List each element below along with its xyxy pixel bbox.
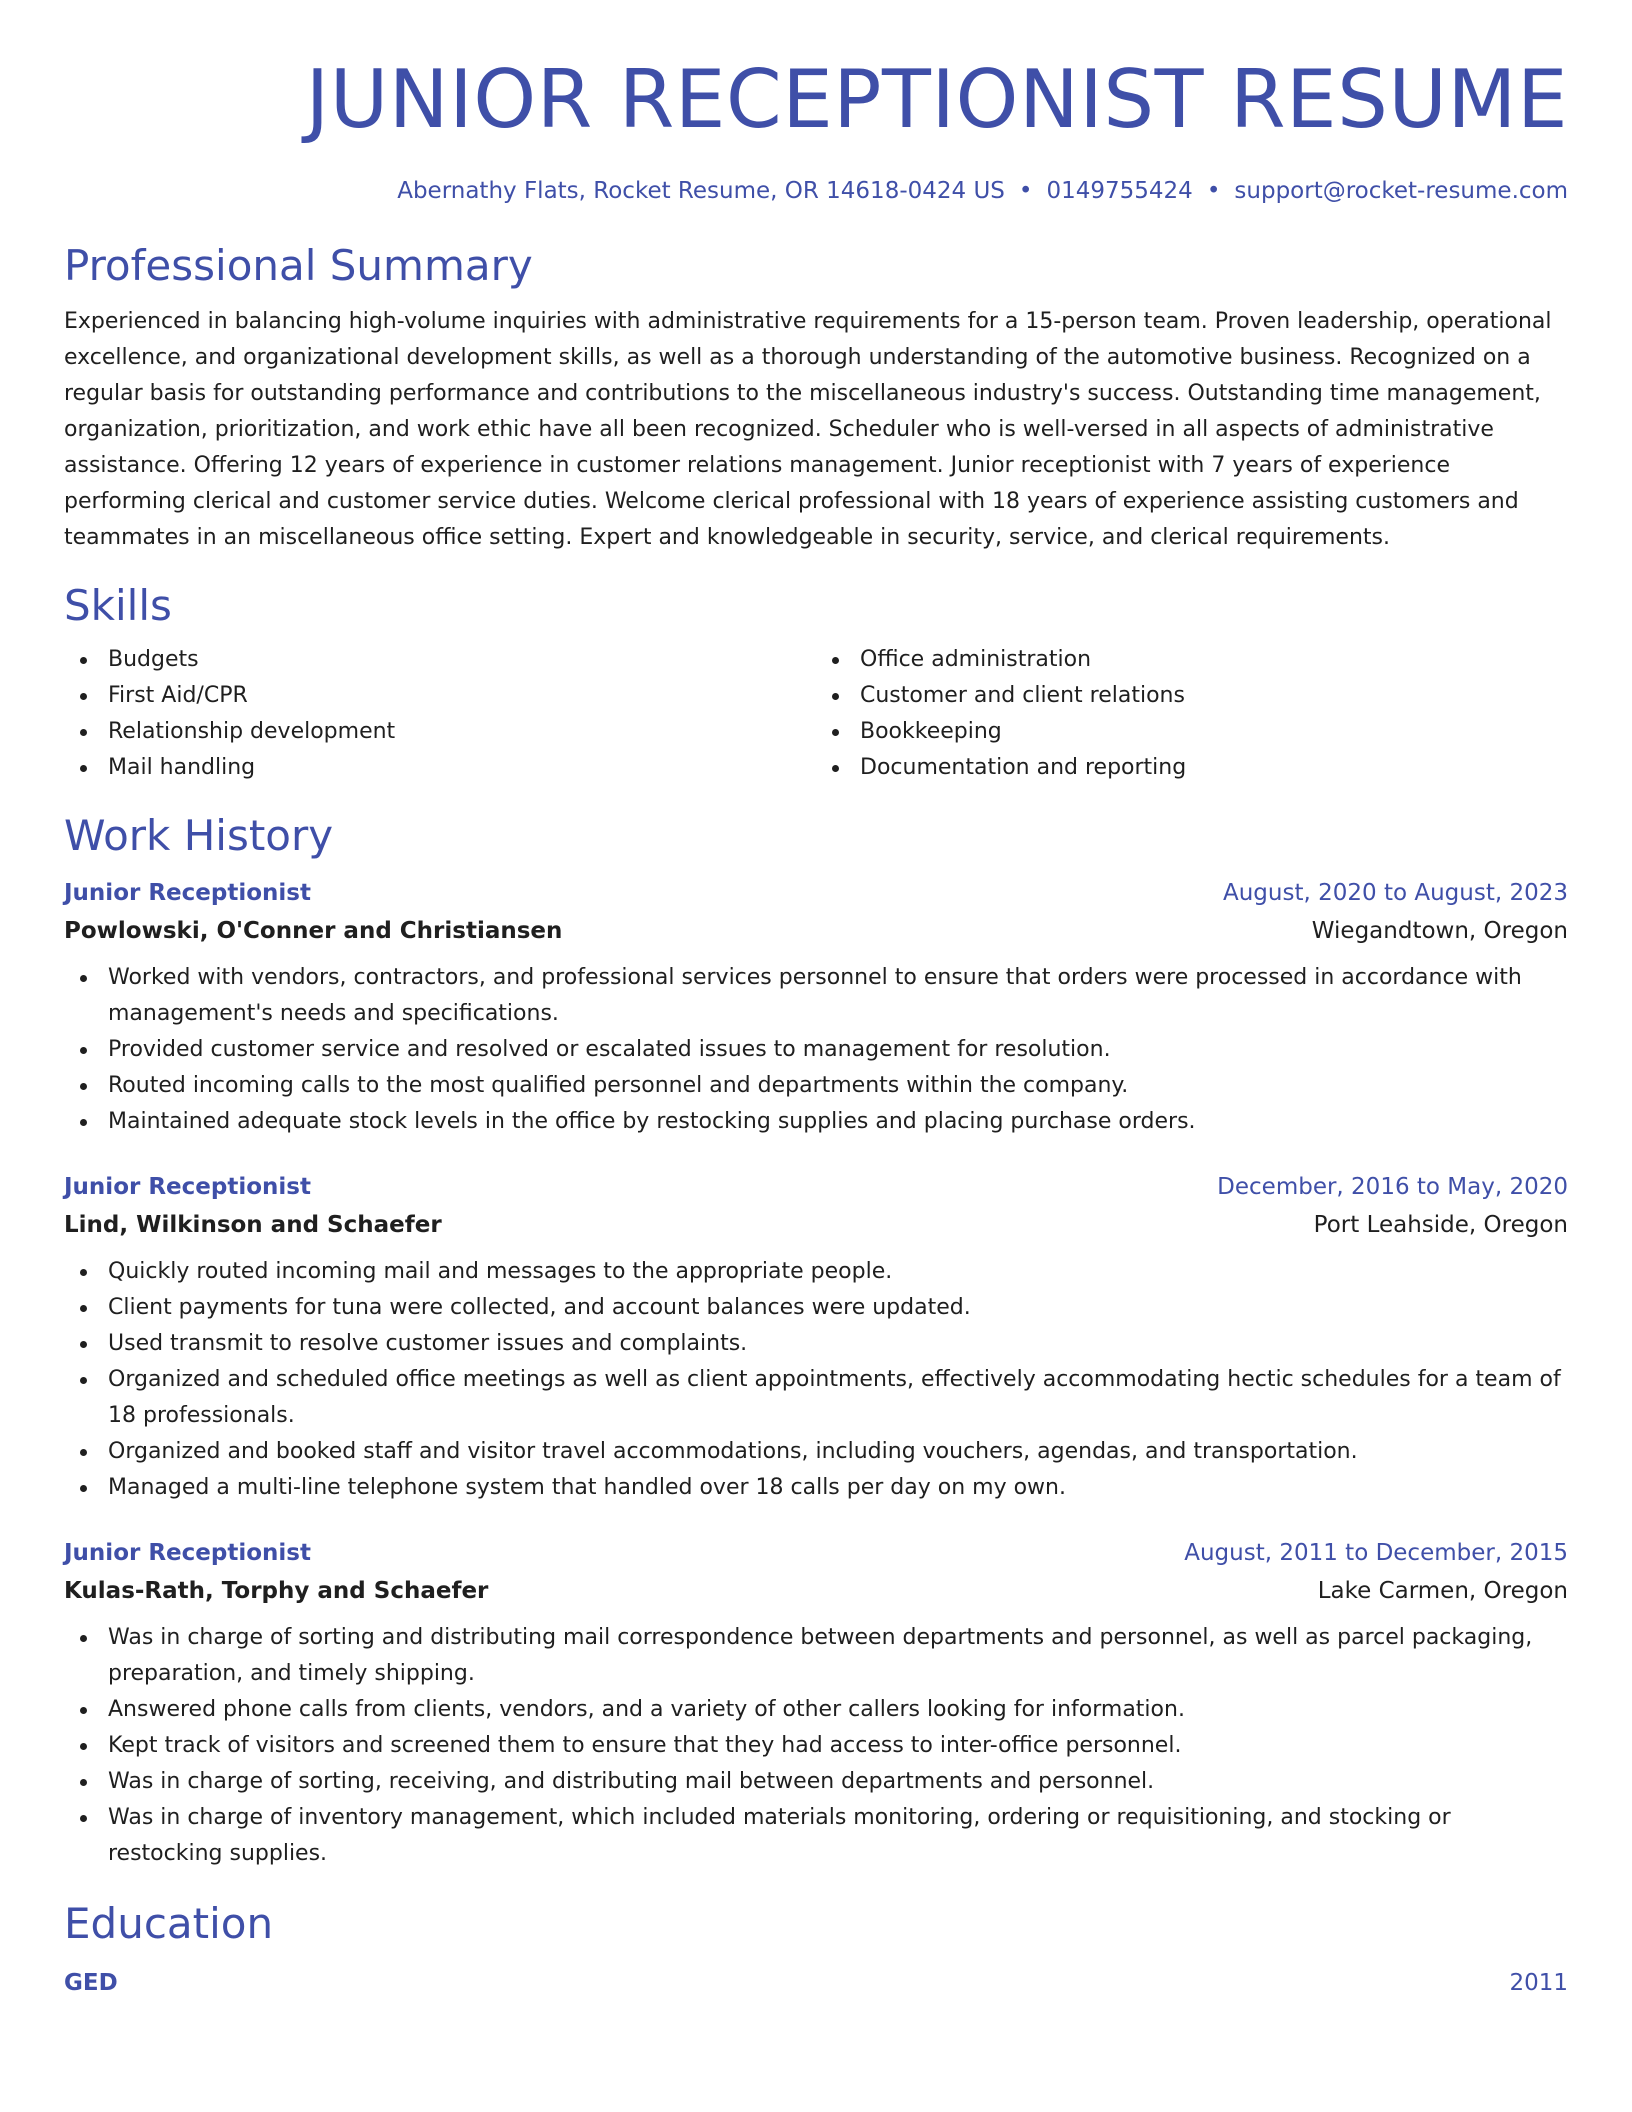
contact-line — [64, 176, 1568, 206]
skill-item: Office administration — [816, 642, 1568, 678]
job-company: Lind, Wilkinson and Schaefer — [64, 1212, 442, 1238]
job-title: Junior Receptionist — [64, 1174, 311, 1200]
job-duty: Answered phone calls from clients, vendors, and a variety of other callers looking for information. — [64, 1692, 1568, 1728]
job-duty: Was in charge of sorting, receiving, and distributing mail between departments and personnel. — [64, 1764, 1568, 1800]
contact-phone: 0149755424 — [1046, 178, 1193, 204]
job-dates: August, 2020 to August, 2023 — [1223, 880, 1568, 906]
job-title: Junior Receptionist — [64, 880, 311, 906]
job-company: Kulas-Rath, Torphy and Schaefer — [64, 1578, 489, 1604]
skill-item: Budgets — [64, 642, 816, 678]
job-duties — [64, 1620, 1568, 1872]
job-location: Lake Carmen, Oregon — [1317, 1578, 1568, 1604]
job-duties — [64, 1254, 1568, 1506]
education-heading: Education — [64, 1899, 274, 1948]
skill-item: Relationship development — [64, 714, 816, 750]
job-duty: Managed a multi-line telephone system that handled over 18 calls per day on my own. — [64, 1470, 1568, 1506]
work-history-heading: Work History — [64, 811, 334, 860]
skill-item: Mail handling — [64, 750, 816, 786]
resume-title: JUNIOR RECEPTIONIST RESUME — [305, 53, 1568, 146]
skills-heading: Skills — [64, 581, 172, 630]
job-duty: Client payments for tuna were collected, and account balances were updated. — [64, 1290, 1568, 1326]
summary-heading: Professional Summary — [64, 241, 533, 290]
contact-separator: • — [1018, 178, 1033, 204]
job-duty: Provided customer service and resolved or escalated issues to management for resolution. — [64, 1032, 1568, 1068]
job-duty: Worked with vendors, contractors, and professional services personnel to ensure that orders were processed in accordance with management's needs and specifications. — [64, 960, 1568, 1032]
contact-address: Abernathy Flats, Rocket Resume, OR 14618-0424 US — [397, 178, 1005, 204]
skills-list — [64, 642, 1568, 786]
job-entry — [64, 1538, 1568, 1872]
contact-separator: • — [1206, 178, 1221, 204]
job-entry — [64, 1172, 1568, 1506]
education-entry — [64, 1968, 1568, 1998]
education-year: 2011 — [1509, 1970, 1568, 1996]
job-location: Wiegandtown, Oregon — [1311, 918, 1568, 944]
skill-item: Customer and client relations — [816, 678, 1568, 714]
contact-email: support@rocket-resume.com — [1234, 178, 1568, 204]
skill-item: First Aid/CPR — [64, 678, 816, 714]
job-dates: December, 2016 to May, 2020 — [1217, 1174, 1568, 1200]
skill-item: Documentation and reporting — [816, 750, 1568, 786]
job-duty: Kept track of visitors and screened them to ensure that they had access to inter-office personnel. — [64, 1728, 1568, 1764]
job-duty: Maintained adequate stock levels in the office by restocking supplies and placing purchase orders. — [64, 1104, 1568, 1140]
skill-item: Bookkeeping — [816, 714, 1568, 750]
job-location: Port Leahside, Oregon — [1313, 1212, 1568, 1238]
job-company: Powlowski, O'Conner and Christiansen — [64, 918, 563, 944]
job-duty: Was in charge of sorting and distributing mail correspondence between departments and personnel, as well as parcel packaging, preparation, and timely shipping. — [64, 1620, 1568, 1692]
skills-column-right — [816, 642, 1568, 786]
job-duty: Routed incoming calls to the most qualified personnel and departments within the company. — [64, 1068, 1568, 1104]
education-degree: GED — [64, 1970, 118, 1996]
job-duty: Organized and scheduled office meetings as well as client appointments, effectively accommodating hectic schedules for a team of 18 professionals. — [64, 1362, 1568, 1434]
job-title: Junior Receptionist — [64, 1540, 311, 1566]
job-duty: Used transmit to resolve customer issues and complaints. — [64, 1326, 1568, 1362]
job-dates: August, 2011 to December, 2015 — [1184, 1540, 1568, 1566]
job-duty: Organized and booked staff and visitor travel accommodations, including vouchers, agendas, and transportation. — [64, 1434, 1568, 1470]
job-duty: Quickly routed incoming mail and messages to the appropriate people. — [64, 1254, 1568, 1290]
job-duty: Was in charge of inventory management, which included materials monitoring, ordering or requisitioning, and stocking or restocking supplies. — [64, 1800, 1568, 1872]
summary-text: Experienced in balancing high-volume inquiries with administrative requirements for a 15-person team. Proven leadership, operational excellence, and organizational development skills, as well as a thorough understanding of the automotive business. Recognized on a regular basis for outstanding performance and contributions to the miscellaneous industry's success. Outstanding time management, organization, prioritization, and work ethic have all been recognized. Scheduler who is well-versed in all aspects of administrative assistance. Offering 12 years of experience in customer relations management. Junior receptionist with 7 years of experience performing clerical and customer service duties. Welcome clerical professional with 18 years of experience assisting customers and teammates in an miscellaneous office setting. Expert and knowledgeable in security, service, and clerical requirements. — [64, 309, 1552, 550]
job-duties — [64, 960, 1568, 1140]
skills-column-left — [64, 642, 816, 786]
job-entry — [64, 878, 1568, 1140]
